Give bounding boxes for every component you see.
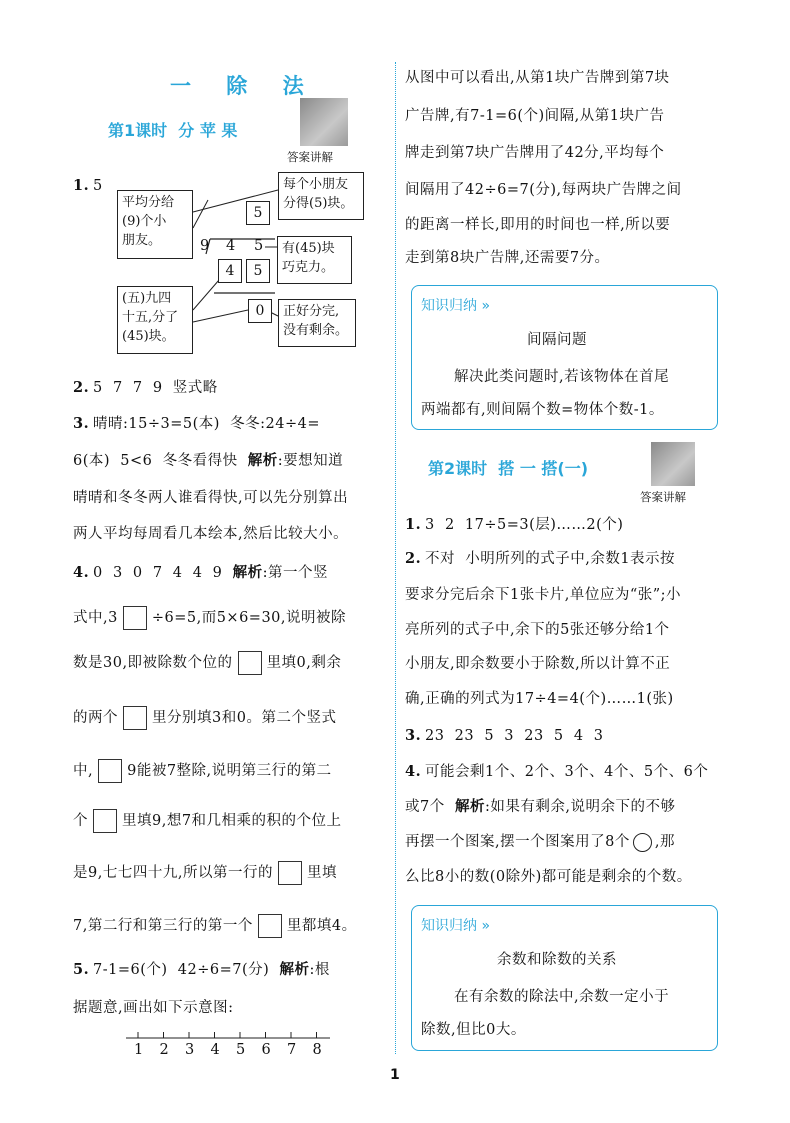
tick-label-6: 6 — [261, 1042, 272, 1058]
r2-line-4: 小朋友,即余数要小于除数,所以计算不正 — [405, 656, 671, 672]
q5-number: 5. — [73, 961, 90, 978]
circle-icon — [633, 833, 652, 852]
r2-line-1: 不对 小明所列的式子中,余数1表示按 — [425, 551, 676, 567]
q4-line-6: 个 里填9,想7和几相乘的积的个位上 — [73, 808, 342, 834]
q1-answer: 5 — [93, 178, 103, 194]
r1-text: 3 2 17÷5=3(层)……2(个) — [425, 517, 624, 533]
knowledge-1-line-1: 解决此类问题时,若该物体在首尾 — [454, 369, 670, 385]
qr-caption-2: 答案讲解 — [640, 490, 686, 504]
r1-number: 1. — [405, 516, 422, 533]
q5-line-2: 据题意,画出如下示意图: — [73, 1000, 234, 1016]
qr-caption: 答案讲解 — [287, 150, 333, 164]
q4-line-3: 数是30,即被除数个位的 里填0,剩余 — [73, 650, 341, 676]
q5-right-line-1: 从图中可以看出,从第1块广告牌到第7块 — [405, 70, 670, 86]
q3-line-3: 晴晴和冬冬两人谁看得快,可以先分别算出 — [73, 490, 349, 506]
r2-line-2: 要求分完后余下1张卡片,单位应为“张”;小 — [405, 587, 682, 603]
q1-quotient-box: 5 — [246, 201, 270, 225]
q5-line-1: 7-1=6(个) 42÷6=7(分) 解析:根 — [93, 961, 330, 978]
q1-dividend-tens: 4 — [226, 238, 236, 254]
q4-line-8: 7,第二行和第三行的第一个 里都填4。 — [73, 913, 357, 939]
tick-label-1: 1 — [134, 1042, 144, 1058]
q1-divisor: 9 — [200, 238, 210, 254]
q3-number: 3. — [73, 415, 90, 432]
lesson1-title: 第1课时 分 苹 果 — [108, 121, 238, 140]
r3-number: 3. — [405, 727, 422, 744]
tick-label-2: 2 — [159, 1042, 170, 1058]
q3-line-2: 6(本) 5<6 冬冬看得快 解析:要想知道 — [73, 452, 344, 469]
column-divider — [395, 62, 396, 1054]
blank-box — [123, 606, 147, 630]
unit-title: 一 除 法 — [170, 74, 318, 98]
blank-box — [123, 706, 147, 730]
tick-label-3: 3 — [185, 1042, 195, 1058]
q4-line-2: 式中,3 ÷6=5,而5×6=30,说明被除 — [73, 605, 346, 631]
r4-number: 4. — [405, 763, 422, 780]
tick-label-5: 5 — [236, 1042, 246, 1058]
q1-callout-top-left: 平均分给 (9)个小 朋友。 — [117, 190, 193, 259]
q1-dividend-ones: 5 — [254, 238, 264, 254]
tick-label-8: 8 — [312, 1042, 323, 1058]
q2-number: 2. — [73, 379, 90, 396]
double-arrow-icon: » — [481, 918, 491, 934]
q1-number: 1. — [73, 177, 90, 194]
knowledge-1-line-2: 两端都有,则间隔个数=物体个数-1。 — [421, 402, 664, 418]
q1-callout-mid-right: 有(45)块 巧克力。 — [277, 236, 352, 284]
knowledge-2-title: 余数和除数的关系 — [497, 952, 617, 968]
r4-line-3: 再摆一个图案,摆一个图案用了8个 ,那 — [405, 834, 675, 850]
r4-line-2: 或7个 解析:如果有剩余,说明余下的不够 — [405, 798, 676, 815]
r4-line-1: 可能会剩1个、2个、3个、4个、5个、6个 — [425, 764, 709, 780]
q1-product-ones-box: 5 — [246, 259, 270, 283]
blank-box — [278, 861, 302, 885]
lesson2-title: 第2课时 搭 一 搭(一) — [428, 459, 589, 478]
qr-code-image — [651, 442, 695, 486]
r3-text: 23 23 5 3 23 5 4 3 — [425, 728, 604, 744]
r4-line-4: 么比8小的数(0除外)都可能是剩余的个数。 — [405, 869, 692, 885]
q4-line-7: 是9,七七四十九,所以第一行的 里填 — [73, 860, 337, 886]
q4-line-5: 中, 9能被7整除,说明第三行的第二 — [73, 758, 332, 784]
blank-box — [258, 914, 282, 938]
tick-marks — [138, 1032, 317, 1038]
blank-box — [98, 759, 122, 783]
q3-line-4: 两人平均每周看几本绘本,然后比较大小。 — [73, 526, 349, 542]
r2-number: 2. — [405, 550, 422, 567]
knowledge-1-head: 知识归纳 » — [421, 298, 491, 314]
q5-right-line-4: 间隔用了42÷6=7(分),每两块广告牌之间 — [405, 182, 682, 198]
q5-right-line-5: 的距离一样长,即用的时间也一样,所以要 — [405, 217, 671, 233]
q4-line-4: 的两个 里分别填3和0。第二个竖式 — [73, 705, 336, 731]
q5-right-line-6: 走到第8块广告牌,还需要7分。 — [405, 250, 610, 266]
knowledge-2-line-2: 除数,但比0大。 — [421, 1022, 526, 1038]
q3-line-1: 晴晴:15÷3=5(本) 冬冬:24÷4= — [93, 416, 320, 432]
q1-callout-bottom-right: 正好分完, 没有剩余。 — [278, 299, 356, 347]
q2-text: 5 7 7 9 竖式略 — [93, 380, 218, 396]
q5-number-line — [120, 1030, 340, 1060]
knowledge-2-line-1: 在有余数的除法中,余数一定小于 — [454, 989, 670, 1005]
knowledge-1-title: 间隔问题 — [527, 332, 587, 348]
blank-box — [238, 651, 262, 675]
blank-box — [93, 809, 117, 833]
q5-right-line-2: 广告牌,有7-1=6(个)间隔,从第1块广告 — [405, 108, 665, 124]
q1-product-tens-box: 4 — [218, 259, 242, 283]
tick-label-7: 7 — [287, 1042, 297, 1058]
q1-callout-top-right: 每个小朋友 分得(5)块。 — [278, 172, 364, 220]
q1-remainder-box: 0 — [248, 299, 272, 323]
page-number: 1 — [390, 1067, 400, 1083]
q5-right-line-3: 牌走到第7块广告牌用了42分,平均每个 — [405, 145, 665, 161]
r2-line-5: 确,正确的列式为17÷4=4(个)……1(张) — [405, 691, 674, 707]
r2-line-3: 亮所列的式子中,余下的5张还够分给1个 — [405, 622, 670, 638]
q1-callout-bottom-left: (五)九四 十五,分了 (45)块。 — [117, 286, 193, 354]
double-arrow-icon: » — [481, 298, 491, 314]
q4-line-1: 0 3 0 7 4 4 9 解析:第一个竖 — [93, 564, 328, 581]
q4-number: 4. — [73, 564, 90, 581]
knowledge-2-head: 知识归纳 » — [421, 918, 491, 934]
tick-label-4: 4 — [210, 1042, 221, 1058]
